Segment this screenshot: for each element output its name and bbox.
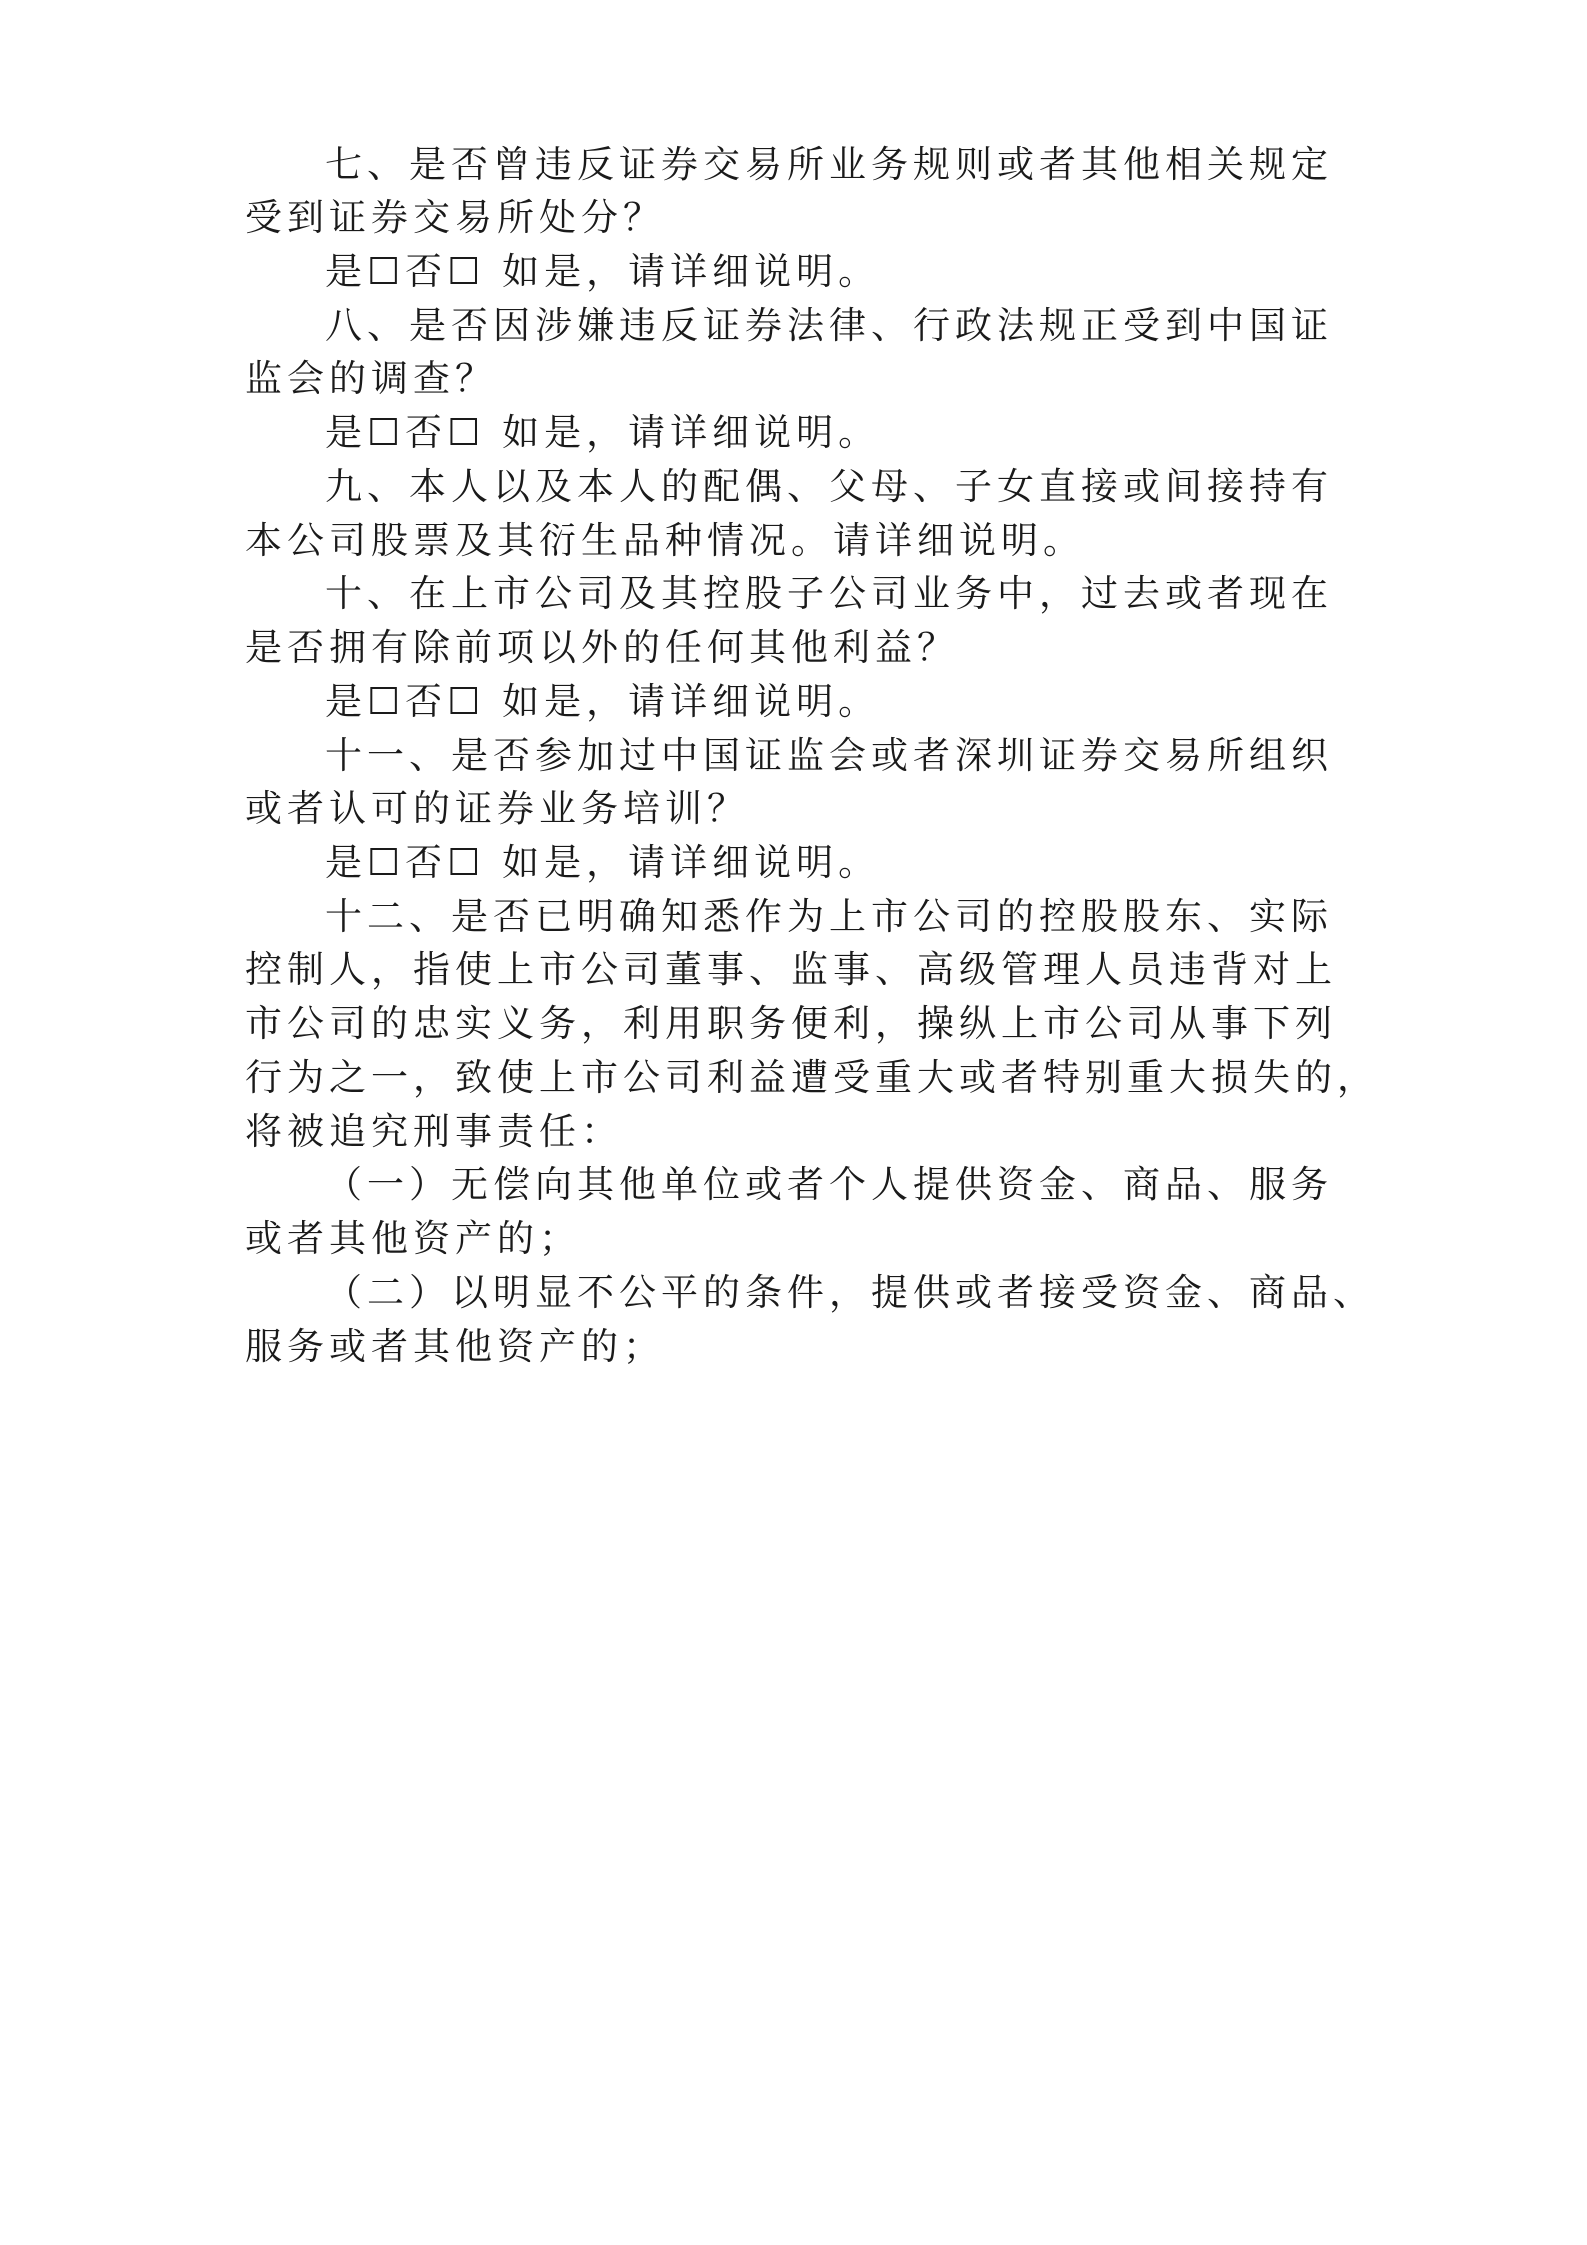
item-7-line-2: 受到证券交易所处分？ xyxy=(245,196,665,239)
item-8-line-2: 监会的调查？ xyxy=(245,357,497,400)
item-10-line-2: 是否拥有除前项以外的任何其他利益？ xyxy=(245,626,959,669)
item-8-line-1: 八、是否因涉嫌违反证券法律、行政法规正受到中国证 xyxy=(325,304,1333,347)
item-9-line-1: 九、本人以及本人的配偶、父母、子女直接或间接持有 xyxy=(325,465,1333,508)
item-12-line-2: 控制人，指使上市公司董事、监事、高级管理人员违背对上 xyxy=(245,948,1337,991)
item-12-line-4: 行为之一，致使上市公司利益遭受重大或者特别重大损失的， xyxy=(245,1056,1379,1099)
item-11-answer: 是☐否☐ 如是，请详细说明。 xyxy=(325,841,881,884)
item-11-line-1: 十一、是否参加过中国证监会或者深圳证券交易所组织 xyxy=(325,734,1333,777)
sub-item-1-line-2: 或者其他资产的； xyxy=(245,1217,581,1260)
item-12-line-3: 市公司的忠实义务，利用职务便利，操纵上市公司从事下列 xyxy=(245,1002,1337,1045)
sub-item-1-line-1: （一）无偿向其他单位或者个人提供资金、商品、服务 xyxy=(325,1163,1333,1206)
item-7-answer: 是☐否☐ 如是，请详细说明。 xyxy=(325,250,881,293)
item-12-line-1: 十二、是否已明确知悉作为上市公司的控股股东、实际 xyxy=(325,895,1333,938)
item-12-line-5: 将被追究刑事责任： xyxy=(245,1110,623,1153)
item-11-line-2: 或者认可的证券业务培训？ xyxy=(245,787,749,830)
item-10-line-1: 十、在上市公司及其控股子公司业务中，过去或者现在 xyxy=(325,572,1333,615)
item-9-line-2: 本公司股票及其衍生品种情况。请详细说明。 xyxy=(245,519,1085,562)
sub-item-2-line-1: （二）以明显不公平的条件，提供或者接受资金、商品、 xyxy=(325,1271,1375,1314)
item-8-answer: 是☐否☐ 如是，请详细说明。 xyxy=(325,411,881,454)
item-10-answer: 是☐否☐ 如是，请详细说明。 xyxy=(325,680,881,723)
item-7-line-1: 七、是否曾违反证券交易所业务规则或者其他相关规定 xyxy=(325,143,1333,186)
sub-item-2-line-2: 服务或者其他资产的； xyxy=(245,1325,665,1368)
